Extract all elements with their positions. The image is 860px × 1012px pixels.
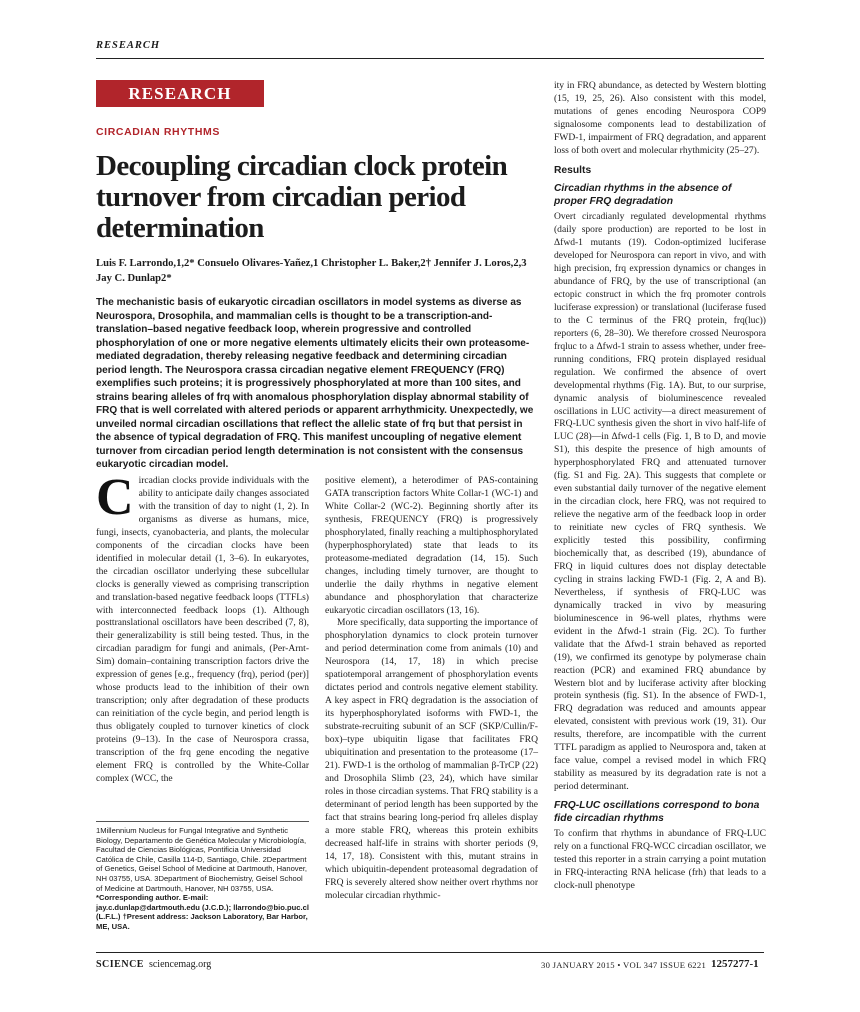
body-column-3 bbox=[554, 80, 766, 893]
section-label: CIRCADIAN RHYTHMS bbox=[96, 126, 220, 138]
subheading: FRQ-LUC oscillations correspond to bona fide circadian rhythms bbox=[554, 800, 760, 824]
results-heading: Results bbox=[554, 164, 592, 176]
subheading: Circadian rhythms in the absence of proper FRQ degradation bbox=[554, 183, 732, 207]
drop-cap: C bbox=[96, 469, 134, 526]
footer-journal bbox=[96, 959, 211, 970]
journal-site: sciencemag.org bbox=[148, 959, 212, 970]
body-column-1 bbox=[96, 469, 309, 786]
bottom-rule bbox=[96, 952, 764, 953]
intro-text: ircadian clocks provide individuals with the ability to anticipate daily changes associated with the transition of day to night (1, 2). In organisms as diverse as humans, mice, fungi, insects, cyanobacteria, and plants, the molecular components of the circadian clocks have been identified in molecular detail (1, 3–6). In eukaryotes, the circadian oscillator underlying these subcellular clocks is generally viewed as comprising transcription and translation-based negative feedback loops (TTFLs) with interconnected feedback loops (1). Although posttranslational oscillators have been described (7, 8), their generalizability is still being tested. Thus, in the circadian paradigm for fungi and animals, (Per-Arnt-Sim) domain–containing transcription factors drive the expression of genes [e.g., frequency (frq), period (per)] whose products lead to the inhibition of their own transcription; only after degradation of these products can reinitiation of the cycle begin, and period length is thus obligately coupled to turnover kinetics of clock proteins (9–13). In the case of Neurospora crassa, transcription of the frq gene encoding the negative element FRQ is controlled by the White-Collar complex (WCC, the bbox=[96, 475, 309, 784]
body-paragraph: Overt circadianly regulated developmental rhythms (daily spore production) are reported to be lost in Δfwd-1 mutants (19). Codon-optimized luciferase developed for Neurospora can report in vivo, and with high precision, frq expression dynamics or changes in abundance of FRQ, by the use of transcriptional (an ectopic construct in which the frq promoter controls luciferase expression) or translational (luciferase fused to the C terminus of the FRQ protein, frq(luc)) reporters (6, 28–30). We therefore crossed Neurospora frqluc to a Δfwd-1 strain to assess whether, under free-running conditions, FRQ protein displayed residual regulation. We confirmed the absence of overt developmental rhythms (Fig. 1A). But, to our surprise, dynamic analysis of bioluminescence revealed oscillations in LUC activity—a direct measurement of FRQ-LUC synthesis given the short in vivo half-life of LUC (28)—in Δfwd-1 cells (Fig. 1, B to D, and movie S1), this despite the presence of high amounts of hyperphosphorylated FRQ and attenuated turnover (fig. S1 and Fig. 2A). This suggests that complete or even substantial daily turnover of the negative element in the circadian clock, here FRQ, was not required to relieve the negative arm of the feedback loop in order to reinitiate new cycles of FRQ synthesis. We explicitly tested this possibility, confirming biochemically that, as described (19), abundance of FRQ in liquid cultures does not display detectable cycling in strains lacking FWD-1 (Fig. 2, A and B). Nevertheless, if synthesis of FRQ-LUC was dynamically tracked in vivo by measuring bioluminescence in 96-well plates, rhythms were evident in the Δfwd-1 strain (Fig. 2C). To further validate that the Δfwd-1 strain behaved as reported (19), we confirmed its genotype by polymerase chain reaction (PCR) and examined FRQ abundance by Western blot and by luciferase activity after blocking protein synthesis (fig. S1). In the absence of FWD-1, FRQ degradation was reduced and amounts appear elevated, consistent with previous work (19, 31). Our results, therefore, are incompatible with the current TTFL paradigm as applied to Neurospora and, taken at face value, compel a revised model in which FRQ stability as measured by its degradation rate is not a period determinant. bbox=[554, 211, 766, 793]
corresponding-author: *Corresponding author. E-mail: jay.c.dunlap@dartmouth.edu (J.C.D.); llarrondo@bio.puc.cl (L.F.L.) †Present address: Jackson Laboratory, Bar Harbor, ME, USA. bbox=[96, 893, 309, 931]
article-type-banner: RESEARCH ARTICLE bbox=[96, 80, 264, 107]
body-column-2 bbox=[325, 475, 538, 902]
body-paragraph: More specifically, data supporting the importance of phosphorylation dynamics to clock protein turnover and period determination come from animals (10) and Neurospora (14, 17, 18) in which precise spatiotemporal arrangement of phosphorylation events dictates period and controls negative element stability. A key aspect in FRQ degradation is the association of its hyperphosphorylated isoforms with FWD-1, the substrate-recruiting subunit of an SCF (SKP/Cullin/F-box)–type ubiquitin ligase that facilitates FRQ ubiquitination and presentation to the proteasome (17–21). FWD-1 is the ortholog of mammalian β-TrCP (22) and Drosophila Slimb (23, 24), which have similar roles in those circadian systems. That FRQ stability is a determinant of period length has been supported by the fact that strains bearing long-period frq alleles display a more stable FRQ, whereas this protein exhibits decreased half-life in strains with shorter periods (9, 14, 17, 18). Consistent with this, mutant strains in which ubiquitin-dependent proteasomal degradation of FRQ is severely altered show neither overt rhythms nor molecular circadian rhythmic- bbox=[325, 617, 538, 901]
top-rule bbox=[96, 58, 764, 59]
running-head: RESEARCH bbox=[96, 40, 161, 51]
intro-paragraph bbox=[96, 469, 309, 786]
body-paragraph: positive element), a heterodimer of PAS-containing GATA transcription factors White Collar-1 (WC-1) and White Collar-2 (WC-2). Beginning shortly after its synthesis, FREQUENCY (FRQ) is progressively phosphorylated, finally reaching a multiphosphorylated (hyperphosphorylated) state that leads to its proteasome-mediated degradation (14, 15). Such changes, including timely turnover, are thought to underlie the daily rhythms in negative element abundance and phosphorylation that characterize eukaryotic circadian oscillators (13, 16). bbox=[325, 475, 538, 616]
journal-name: SCIENCE bbox=[96, 959, 144, 970]
author-list: Luis F. Larrondo,1,2* Consuelo Olivares-Yañez,1 Christopher L. Baker,2† Jennifer J. Loros,2,3 Jay C. Dunlap2* bbox=[96, 258, 527, 284]
page-number: 1257277-1 bbox=[711, 958, 759, 970]
footnotes bbox=[96, 826, 309, 932]
body-paragraph: To confirm that rhythms in abundance of FRQ-LUC rely on a functional FRQ-WCC circadian oscillator, we tested this reporter in a strain carrying a point mutation in FRQ-interacting RNA helicase (frh) that leads to a clock-null phenotype bbox=[554, 828, 766, 891]
abstract: The mechanistic basis of eukaryotic circadian oscillators in model systems as diverse as Neurospora, Drosophila, and mammalian cells is thought to be a transcription-and-translation–based negative feedback loop, wherein progressive and controlled phosphorylation of one or more negative elements ultimately elicits their own proteasome-mediated degradation, thereby releasing negative feedback and determining circadian period length. The Neurospora crassa circadian negative element FREQUENCY (FRQ) exemplifies such proteins; it is progressively phosphorylated at more than 100 sites, and strains bearing alleles of frq with anomalous phosphorylation display abnormal stability of FRQ that is well correlated with altered periods or apparent arrhythmicity. Unexpectedly, we unveiled normal circadian oscillations that reflect the allelic state of frq but that persist in the absence of typical degradation of FRQ. This manifest uncoupling of negative element turnover from circadian period length determination is not consistent with the consensus eukaryotic circadian model. bbox=[96, 297, 534, 470]
issue-info: 30 JANUARY 2015 • VOL 347 ISSUE 6221 bbox=[541, 960, 707, 970]
footnote-rule bbox=[96, 821, 309, 822]
article-title: Decoupling circadian clock protein turnover from circadian period determination bbox=[96, 150, 508, 244]
affiliations: 1Millennium Nucleus for Fungal Integrative and Synthetic Biology, Departamento de Genética Molecular y Microbiología, Facultad de Ciencias Biológicas, Pontificia Universidad Católica de Chile, Casilla 114-D, Santiago, Chile. 2Department of Genetics, Geisel School of Medicine at Dartmouth, Hanover, NH 03755, USA. 3Department of Biochemistry, Geisel School of Medicine at Dartmouth, Hanover, NH 03755, USA. bbox=[96, 826, 308, 893]
body-paragraph: ity in FRQ abundance, as detected by Western blotting (15, 19, 25, 26). Also consistent with this model, mutations of genes encoding Neurospora COP9 signalosome components lead to destabilization of FWD-1, impairment of FRQ degradation, and apparent loss of both overt and molecular rhythmicity (25–27). bbox=[554, 80, 766, 156]
